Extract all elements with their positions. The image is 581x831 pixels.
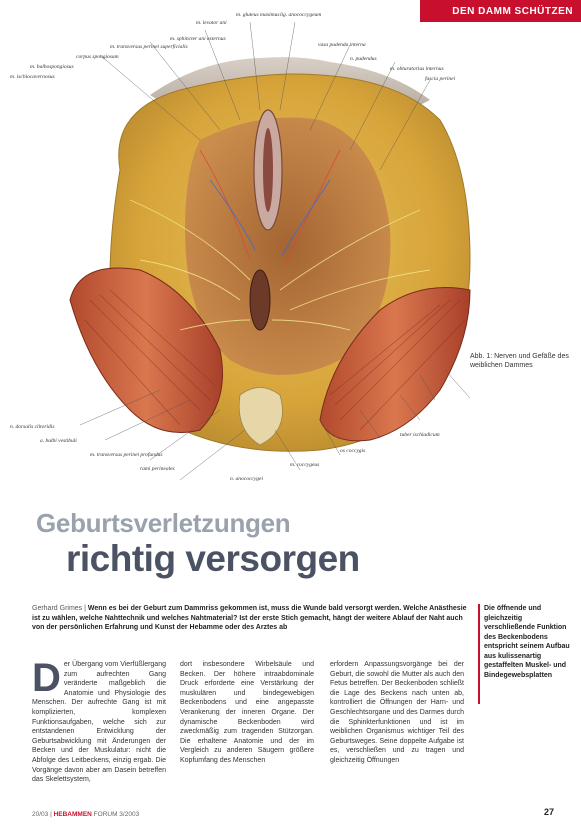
title-line-1: Geburtsverletzungen (36, 508, 291, 538)
figure-label: m. transversus perinei profundus (90, 452, 163, 458)
author-byline: Gerhard Grimes | (32, 605, 86, 612)
sidebar-quote: Die öffnende und gleichzeitig verschließende Funktion des Beckenbodens entspricht seinem Aufbau aus kulissenartig gestaffelten Muskel- und Bindegewebsplatten (484, 604, 574, 680)
figure-label: n. anococcygei (230, 476, 263, 482)
figure-label: n. pudendus (350, 56, 377, 62)
vestibule (263, 128, 273, 212)
figure-label: m. levator ani (196, 20, 227, 26)
figure-label: rami perineales (140, 466, 175, 472)
figure-label: vasa pudenda interna (318, 42, 366, 48)
figure-label: a. bulbi vestibuli (40, 438, 77, 444)
text-column-2: dort insbesondere Wirbelsäule und Becken. Der höhere intraabdominale Druck erforderte eine Verstärkung der muskulären und bindegewebigen Beckenbodens und eine angepasste Verankerung der inneren Organe. Der dynamische Beckenboden wird zweckmäßig zum tragenden Stützorgan. Die erhaltene Anatomie und der im Vergleich zu anderen Säugern größere Kopfumfang des Menschen (180, 661, 314, 764)
figure-label: m. transversus perinei superficialis (110, 44, 188, 50)
figure-label: corpus spongiosum (76, 54, 119, 60)
figure-label: m. bulbospongiosus (30, 64, 74, 70)
figure-label: n. dorsalis clitoridis (10, 424, 55, 430)
lead-paragraph (32, 604, 472, 633)
footer-issue-suffix: FORUM 3/2003 (93, 811, 140, 818)
figure-caption: Abb. 1: Nerven und Gefäße des weiblichen Dammes (470, 353, 569, 369)
drop-cap: D (32, 656, 61, 700)
footer-issue-prefix: 20/03 | (32, 811, 52, 818)
text-column-1 (32, 656, 166, 785)
section-title: DEN DAMM SCHÜTZEN (452, 5, 573, 17)
page-number: 27 (544, 807, 555, 817)
footer-brand: HEBAMMEN (53, 811, 92, 818)
figure-label: m. coccygeus (290, 462, 320, 468)
lead-text: Wenn es bei der Geburt zum Dammriss gekommen ist, muss die Wunde bald versorgt werden. Welche Anästhesie ist zu wählen, welche Nahttechnik und welches Nahtmaterial? Ist der erste Stich gemacht, hängt der weitere Ablauf der Naht auch von der persönlichen Erfahrung und Kunst der Hebamme oder des Arztes ab (32, 605, 467, 631)
title-line-2: richtig versorgen (66, 538, 360, 579)
figure-label: m. gluteus maximus (236, 12, 280, 18)
figure-label: os coccygis (340, 448, 366, 454)
anus (250, 270, 270, 330)
figure-label: m. sphincter ani externus (170, 36, 226, 42)
figure-label: m. obturatorius internus (390, 66, 444, 72)
figure-label: tuber ischiadicum (400, 432, 440, 438)
text-column-3: erfordern Anpassungsvorgänge bei der Geburt, die sowohl die Mutter als auch den Fetus betreffen. Der Beckenboden schließt die Lage des Beckens nach unten ab, kontrolliert die Öffnungen der Harn- und Geschlechtsorgane und des Darmes durch die Sphinkterfunktionen und ist im weiblichen Organismus wichtiger Teil des Geburtsweges. Seine doppelte Aufgabe ist es, verschließen und zu tragen und gleichzeitig Öffnungen (330, 661, 464, 764)
footer-issue (32, 811, 139, 818)
figure-label: m. ischiocavernosus (10, 74, 55, 80)
column-1-text: er Übergang vom Vierfüßlergang zum aufrechten Gang veränderte maßgeblich die Anatomie und Physiologie des Menschen. Der aufrechte Gang ist mit komplizierten, komplexen Funktionsaufgaben, welche sich zur entstandenen Entwicklung der Geburtsabwicklung mit Änderungen der Becken und der Muskulatur: nicht die Abfolge des Leitbeckens, einzig ergab. Die Vorgänge davon aber am Dasein betreffen das Skelettsystem, (32, 661, 166, 784)
figure-label: fascia perinei (425, 76, 456, 82)
figure-label: lig. anococcygeum (280, 12, 322, 18)
